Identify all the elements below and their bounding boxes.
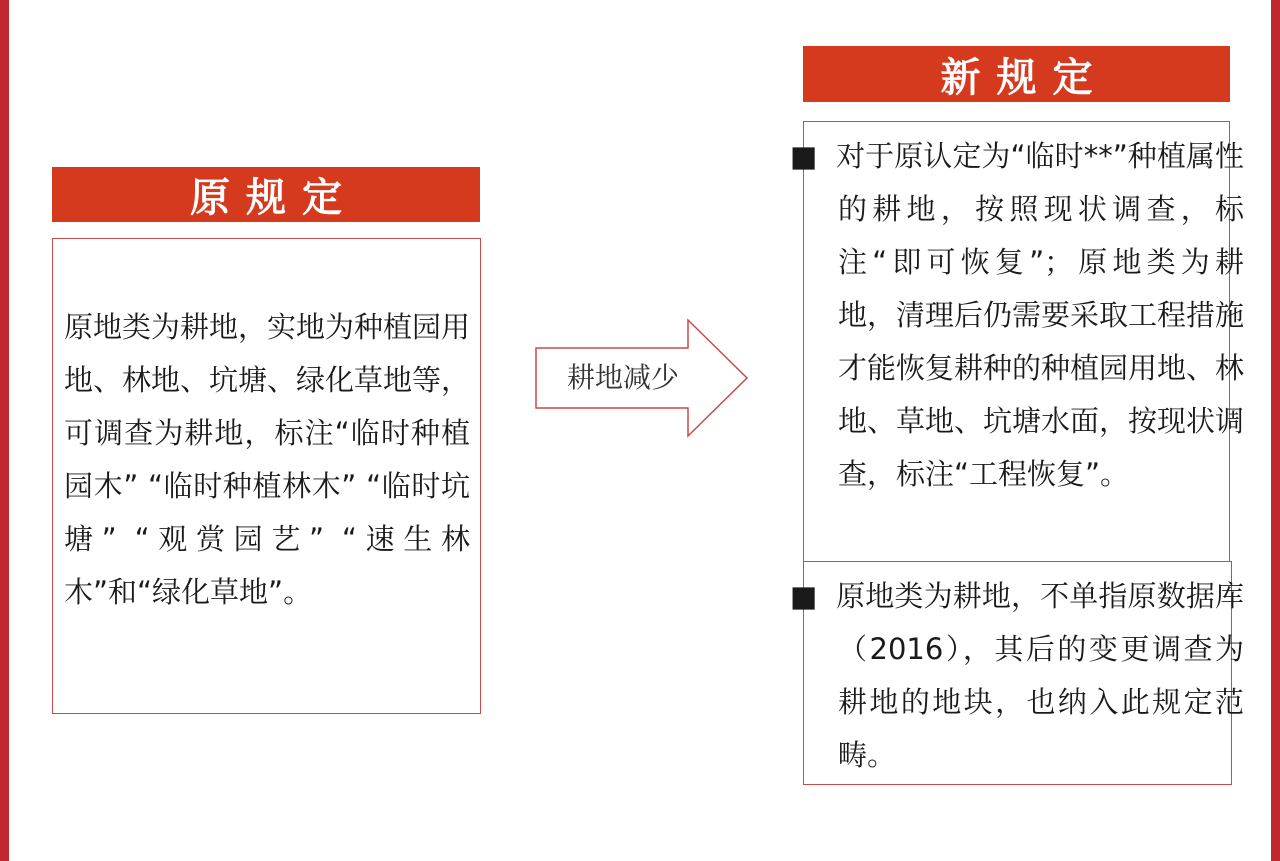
new-rule-item-1 bbox=[790, 130, 1245, 501]
old-rule-title: 原规定 bbox=[190, 175, 358, 221]
new-rule-item-1-text: 对于原认定为“临时**”种植属性的耕地，按照现状调查，标注“即可恢复”；原地类为耕地，清理后仍需要采取工程措施才能恢复耕种的种植园用地、林地、草地、坑塘水面，按现状调查，标注“工程恢复”。 bbox=[836, 139, 1245, 491]
new-rule-header bbox=[803, 46, 1230, 102]
new-rule-title: 新规定 bbox=[940, 54, 1109, 101]
left-frame-edge bbox=[0, 0, 9, 861]
bullet-square-icon: ■ bbox=[790, 579, 818, 613]
arrow-label: 耕地减少 bbox=[566, 361, 679, 394]
bullet-square-icon: ■ bbox=[790, 139, 818, 173]
right-frame-edge bbox=[1271, 0, 1280, 861]
new-rule-item-2-text: 原地类为耕地，不单指原数据库（2016），其后的变更调查为耕地的地块，也纳入此规定范畴。 bbox=[836, 579, 1244, 772]
old-rule-text: 原地类为耕地，实地为种植园用地、林地、坑塘、绿化草地等，可调查为耕地，标注“临时种植园木” “临时种植林木” “临时坑塘” “观赏园艺” “速生林木”和“绿化草地”。 bbox=[64, 310, 471, 609]
old-rule-header bbox=[52, 167, 480, 222]
new-rule-item-2 bbox=[790, 570, 1244, 782]
